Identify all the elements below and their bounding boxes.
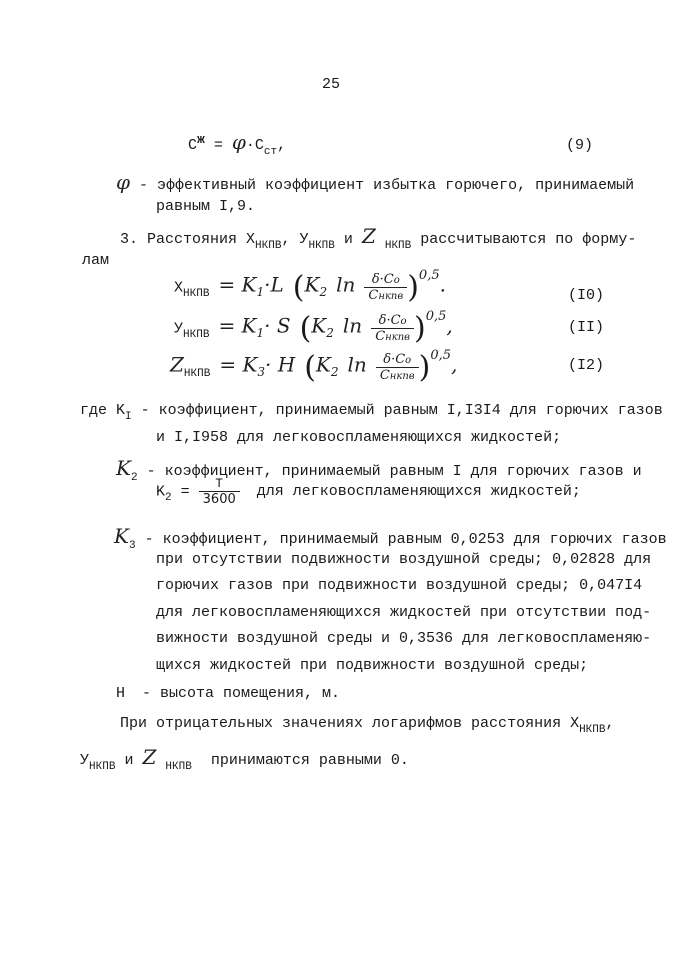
closing-line2: $У_{НКПВ}$ и Z $_{НКПВ}$ принимаются равными 0. bbox=[80, 745, 409, 773]
equation-12-fraction: $\frac{\delta\cdot Co}{\text{Cнкпв}}$ bbox=[376, 352, 419, 383]
equation-number-10: (I0) bbox=[568, 287, 605, 304]
equation-9: Cж = $\varphi\cdot C_{ст}$, bbox=[188, 130, 287, 158]
equation-number-12: (I2) bbox=[568, 357, 605, 374]
closing-line1: При отрицательных значениях логарифмов расстояния $X_{НКПВ}$, bbox=[120, 715, 615, 736]
item3-line2: лам bbox=[82, 252, 110, 269]
k3-definition-line3: горючих газов при подвижности воздушной среды; 0,047I4 bbox=[156, 577, 643, 594]
equation-10: $X_{НКПВ} = K_1\cdot L$ ($K_2$ ln $\frac{\delta\cdot Co}{\text{Cнкпв}}$ )0,5. bbox=[174, 268, 446, 305]
phi-definition-line2: равным I,9. bbox=[156, 198, 256, 215]
equation-10-fraction: $\frac{\delta\cdot Co}{\text{Cнкпв}}$ bbox=[364, 272, 407, 303]
k1-definition-line1: где $K_I$ - коэффициент, принимаемый равным I,I3I4 для горючих газов bbox=[80, 402, 663, 423]
item3-line1: 3. Расстояния $X_{НКПВ}$, $У_{НКПВ}$ и Z $_{НКПВ}$ рассчитываются по форму- bbox=[120, 224, 637, 252]
k3-definition-line4: для легковоспламеняющихся жидкостей при отсутствии под- bbox=[156, 604, 652, 621]
k2-definition-line1: $K_2$ - коэффициент, принимаемый равным I для горючих газов и bbox=[116, 456, 642, 484]
k3-definition-line5: вижности воздушной среды и 0,3536 для легковоспламеняю- bbox=[156, 630, 652, 647]
equation-number-9: (9) bbox=[566, 137, 594, 154]
h-definition: H - высота помещения, м. bbox=[116, 685, 341, 702]
k1-definition-line2: и I,I958 для легковоспламеняющихся жидкостей; bbox=[156, 429, 562, 446]
equation-number-11: (II) bbox=[568, 319, 605, 336]
equation-12: $Z_{НКПВ} = K_3\cdot H$ ($K_2$ ln $\frac{\delta\cdot Co}{\text{Cнкпв}}$ )0,5, bbox=[170, 348, 458, 385]
equation-11: $У_{НКПВ} = K_1\cdot S$ ($K_2$ ln $\frac{\delta\cdot Co}{\text{Cнкпв}}$ )0,5, bbox=[174, 309, 453, 346]
equation-11-fraction: $\frac{\delta\cdot Co}{\text{Cнкпв}}$ bbox=[371, 313, 414, 344]
k3-definition-line6: щихся жидкостей при подвижности воздушной среды; bbox=[156, 657, 589, 674]
page-number: 25 bbox=[322, 76, 341, 93]
k3-definition-line1: $K_3$ - коэффициент, принимаемый равным 0,0253 для горючих газов bbox=[114, 524, 667, 552]
k2-fraction: $\frac{T}{3600}$ bbox=[199, 476, 240, 507]
phi-definition-line1: φ - эффективный коэффициент избытка горючего, принимаемый bbox=[116, 170, 635, 194]
k3-definition-line2: при отсутствии подвижности воздушной среды; 0,02828 для bbox=[156, 551, 652, 568]
k2-definition-line2: $K_2$ = $\frac{T}{3600}$ для легковоспламеняющихся жидкостей; bbox=[156, 476, 581, 507]
